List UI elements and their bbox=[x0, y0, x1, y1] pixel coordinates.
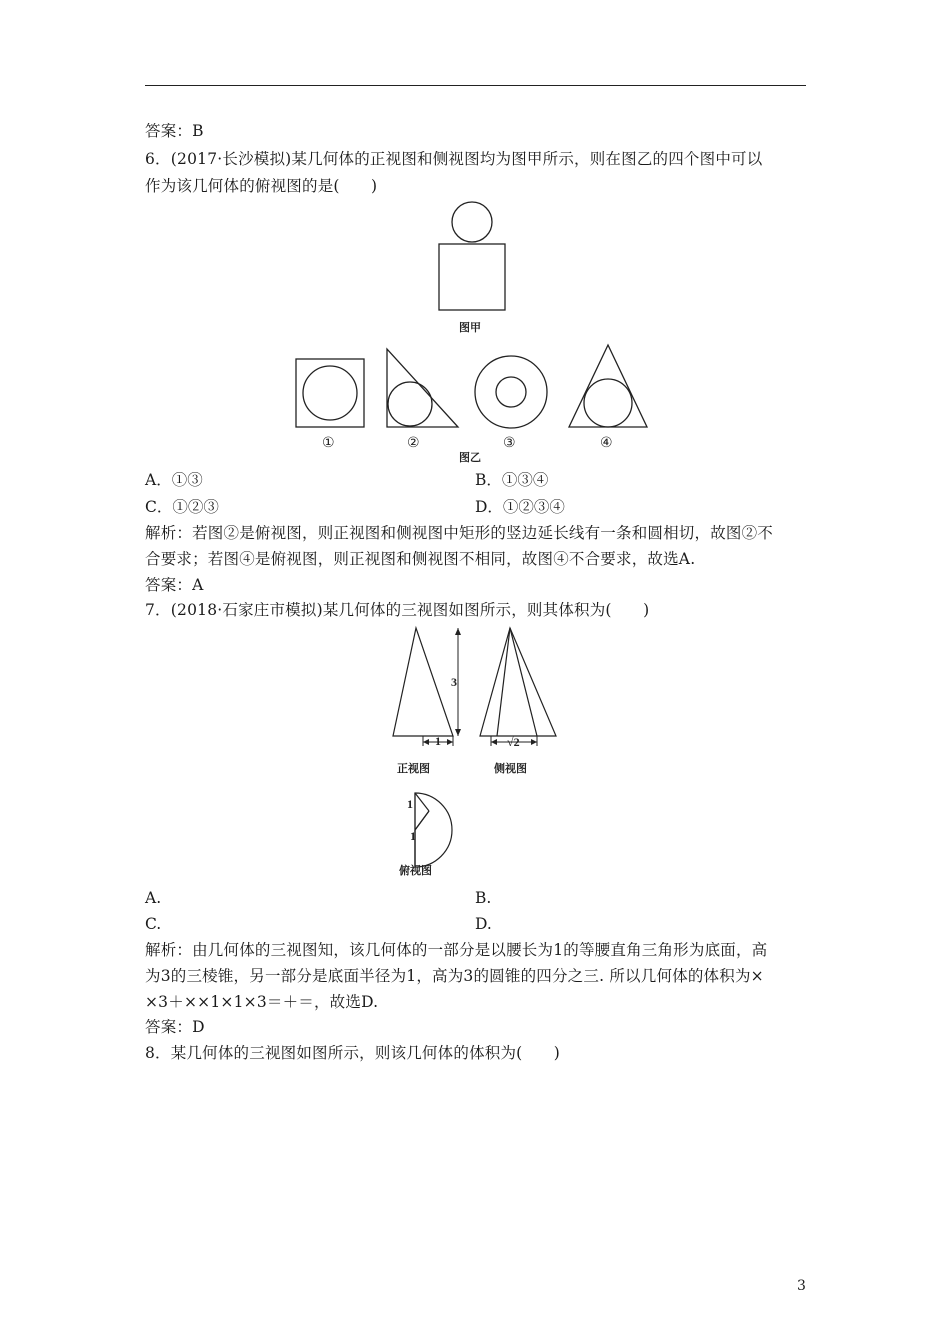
jia-circle bbox=[452, 202, 492, 242]
fig-jia-caption: 图甲 bbox=[459, 321, 481, 334]
q6-option-d: D．①②③④ bbox=[475, 498, 565, 516]
q6-answer: 答案：A bbox=[145, 576, 204, 594]
jia-square bbox=[439, 244, 505, 310]
yi-label-3: ③ bbox=[503, 435, 516, 451]
q6-option-b: B．①③④ bbox=[475, 471, 549, 489]
fig-yi-caption: 图乙 bbox=[459, 451, 481, 464]
yi-3-outer bbox=[475, 356, 547, 428]
yi-4-triangle bbox=[569, 345, 647, 427]
q6-figure-yi bbox=[290, 342, 650, 467]
q5-answer: 答案：B bbox=[145, 122, 204, 140]
q7-three-views bbox=[385, 622, 545, 882]
q7-analysis-line2: 为3的三棱锥，另一部分是底面半径为1，高为3的圆锥的四分之三. 所以几何体的体积为× bbox=[145, 967, 764, 985]
q6-option-a: A．①③ bbox=[145, 471, 203, 489]
yi-3-inner bbox=[496, 377, 526, 407]
dim-front-base: 1 bbox=[435, 734, 441, 748]
yi-1-circle bbox=[303, 366, 357, 420]
dim-top-2: 1 bbox=[410, 829, 416, 843]
dim-height: 3 bbox=[451, 675, 457, 689]
top-view-outline bbox=[415, 793, 452, 867]
yi-4-circle bbox=[584, 379, 632, 427]
yi-2-circle bbox=[388, 382, 432, 426]
yi-1-square bbox=[296, 359, 364, 427]
side-view-outline bbox=[480, 628, 556, 736]
q6-stem-line2: 作为该几何体的俯视图的是( ) bbox=[145, 177, 378, 195]
header-rule bbox=[145, 85, 806, 86]
q7-option-c: C. bbox=[145, 915, 162, 933]
top-view-caption: 俯视图 bbox=[399, 864, 432, 877]
yi-label-4: ④ bbox=[600, 435, 613, 451]
q7-analysis-line1: 解析：由几何体的三视图知，该几何体的一部分是以腰长为1的等腰直角三角形为底面，高 bbox=[145, 941, 768, 959]
q7-option-d: D. bbox=[475, 915, 492, 933]
front-view-triangle bbox=[393, 628, 453, 736]
q6-option-c: C．①②③ bbox=[145, 498, 219, 516]
front-view-caption: 正视图 bbox=[397, 762, 430, 775]
q6-analysis-line1: 解析：若图②是俯视图，则正视图和侧视图中矩形的竖边延长线有一条和圆相切，故图②不 bbox=[145, 524, 774, 542]
q7-stem: 7．(2018·石家庄市模拟)某几何体的三视图如图所示，则其体积为( ) bbox=[145, 601, 650, 619]
q7-analysis-line3: ×3＋××1×1×3＝＋＝，故选D. bbox=[145, 993, 379, 1011]
side-view-caption: 侧视图 bbox=[494, 762, 527, 775]
page-number: 3 bbox=[797, 1278, 806, 1294]
yi-2-triangle bbox=[387, 349, 458, 427]
q6-stem-line1: 6．(2017·长沙模拟)某几何体的正视图和侧视图均为图甲所示，则在图乙的四个图中可以 bbox=[145, 150, 763, 168]
yi-label-2: ② bbox=[407, 435, 420, 451]
dim-side-base: √2 bbox=[507, 735, 520, 749]
q7-option-b: B. bbox=[475, 889, 492, 907]
q8-stem: 8．某几何体的三视图如图所示，则该几何体的体积为( ) bbox=[145, 1044, 561, 1062]
yi-label-1: ① bbox=[322, 435, 335, 451]
q7-option-a: A. bbox=[145, 889, 162, 907]
dim-top-1: 1 bbox=[407, 797, 413, 811]
q6-figure-jia bbox=[430, 195, 520, 340]
q6-analysis-line2: 合要求；若图④是俯视图，则正视图和侧视图不相同，故图④不合要求，故选A. bbox=[145, 550, 696, 568]
q7-answer: 答案：D bbox=[145, 1018, 205, 1036]
